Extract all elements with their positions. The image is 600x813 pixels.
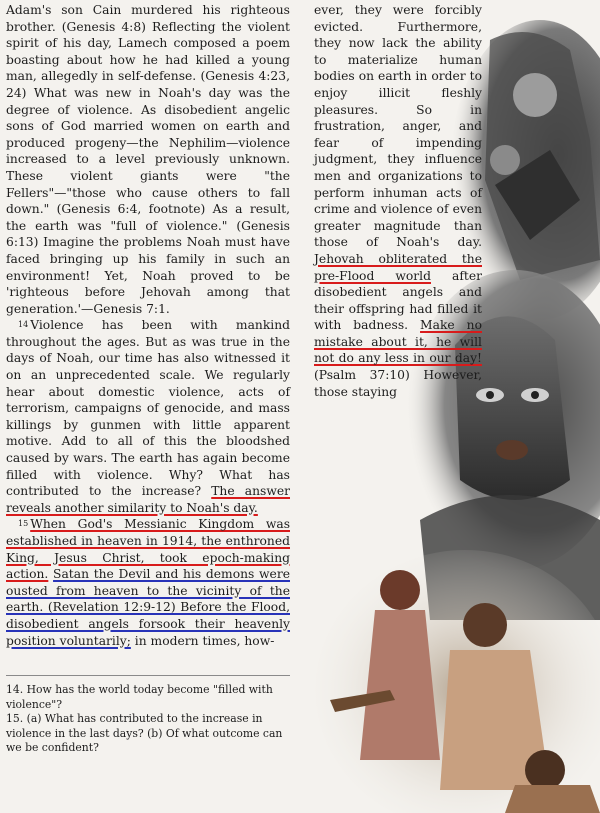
study-questions xyxy=(6,683,290,756)
underlined-text-kingdom: When God's Messianic Kingdom was established in heaven in 1914, the enthroned King, Jesus Christ, took epoch-making action. xyxy=(6,517,290,582)
question-14: 14. How has the world today become "filled with violence"? xyxy=(6,683,273,711)
right-column xyxy=(314,2,482,400)
questions-divider xyxy=(6,675,290,676)
paragraph-14: $^{14}$ Violence has been with mankind throughout the ages. But as was true in the days of Noah, our time has also witnessed it on an unprecedented scale. We regularly hear about domestic violence, acts of terrorism, campaigns of genocide, and mass killings by gunmen with little apparent motive. Add to all of this the bloodshed caused by wars. The earth has again become filled with violence. Why? What has contributed to the increase? The answer reveals another similarity to Noah's day. xyxy=(6,318,290,515)
paragraph-15: $^{15}$ When God's Messianic Kingdom was established in heaven in 1914, the enthroned King, Jesus Christ, took epoch-making action. Satan the Devil and his demons were ousted from heaven to the vicinity of the earth. (Revelation 12:9-12) Before the Flood, disobedient angels forsook their heavenly position voluntarily; in modern times, how- xyxy=(6,517,290,648)
paragraph-15-continued: ever, they were forcibly evicted. Furthermore, they now lack the ability to materialize human bodies on earth in order to enjoy illicit fleshly pleasures. So in frustration, anger, and fear of impending judgment, they influence men and organizations to perform inhuman acts of crime and violence of even greater magnitude than those of Noah's day. Jehovah obliterated the pre-Flood world after disobedient angels and their offspring had filled it with badness. Make no mistake about it, he will not do any less in our day! (Psalm 37:10) However, those staying xyxy=(314,3,482,399)
question-15: 15. (a) What has contributed to the increase in violence in the last days? (b) Of what outcome can we be confident? xyxy=(6,712,283,754)
underlined-text-satan: Satan the Devil and his demons were ousted from heaven to the vicinity of the earth. (Revelation 12:9-12) Before the Flood, disobedient angels forsook their heavenly position voluntarily; xyxy=(6,567,290,648)
underlined-text-answer: The answer reveals another similarity to Noah's day. xyxy=(6,484,290,515)
paragraph-number-15: 15 xyxy=(18,519,29,529)
paragraph-13-continued: Adam's son Cain murdered his righteous brother. (Genesis 4:8) Reflecting the violent spirit of his day, Lamech composed a poem boasting about how he had killed a young man, allegedly in self-defense. (Genesis 4:23, 24) What was new in Noah's day was the degree of violence. As disobedient angelic sons of God married women on earth and produced progeny—the Nephilim—violence increased to a level previously unknown. These violent giants were "the Fellers"—"those who cause others to fall down." (Genesis 6:4, footnote) As a result, the earth was "full of violence." (Genesis 6:13) Imagine the problems Noah must have faced bringing up his family in such an environment! Yet, Noah proved to be 'righteous before Jehovah among that generation.'—Genesis 7:1. xyxy=(6,3,290,316)
underlined-text-obliterated: Jehovah obliterated the pre-Flood world xyxy=(314,251,482,283)
ancient-violence-painting xyxy=(315,550,600,813)
underlined-text-no-mistake: Make no mistake about it, he will not do any less in our day! xyxy=(314,318,482,366)
left-column xyxy=(6,2,290,649)
paragraph-number-14: 14 xyxy=(18,320,29,330)
